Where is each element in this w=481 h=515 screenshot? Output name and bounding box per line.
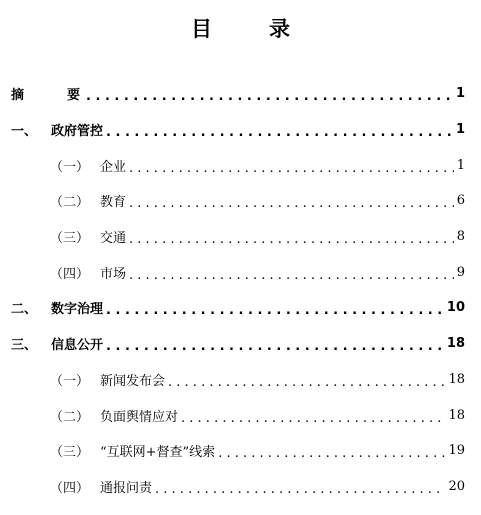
toc-entry-page: 6 — [456, 193, 465, 209]
dot-leader — [129, 269, 454, 282]
toc-entry-section-3-3[interactable] — [0, 433, 481, 469]
toc-entry-section-1-2[interactable] — [0, 183, 481, 219]
dot-leader — [129, 162, 454, 175]
toc-entry-section-3-4[interactable] — [0, 469, 481, 505]
dot-leader — [181, 412, 445, 425]
toc-entry-page: 1 — [455, 86, 465, 102]
toc-entry-section-3[interactable] — [0, 326, 481, 362]
toc-entry-number: （二） — [50, 409, 90, 425]
toc-entry-page: 18 — [446, 336, 465, 352]
toc-entry-page: 1 — [456, 157, 465, 173]
toc-entry-page: 10 — [446, 300, 465, 316]
toc-entry-number: 三、 — [11, 338, 38, 354]
toc-entry-title: 企业 — [100, 159, 127, 175]
dot-leader — [129, 233, 454, 246]
toc-entry-number: （三） — [50, 445, 90, 461]
toc-entry-number: （四） — [50, 480, 90, 496]
toc-entry-number: （一） — [50, 373, 90, 389]
toc-entry-section-3-1[interactable] — [0, 362, 481, 398]
toc-entry-number: （一） — [50, 159, 90, 175]
toc-entry-title: 政府管控 — [51, 124, 104, 140]
toc-entry-number: （四） — [50, 266, 90, 282]
toc-entry-page: 20 — [448, 478, 465, 494]
dot-leader — [106, 304, 444, 317]
toc-entry-number: 一、 — [11, 124, 38, 140]
toc-entry-abstract[interactable] — [0, 76, 481, 112]
toc-entry-title: 新闻发布会 — [100, 373, 166, 389]
dot-leader — [129, 197, 454, 210]
toc-entry-page: 1 — [455, 122, 465, 138]
toc-entry-title: 市场 — [100, 266, 127, 282]
toc-entry-section-3-2[interactable] — [0, 397, 481, 433]
toc-entry-section-2[interactable] — [0, 290, 481, 326]
toc-entry-page: 9 — [456, 264, 465, 280]
toc-list — [0, 76, 481, 504]
toc-entry-title: 教育 — [100, 195, 127, 211]
toc-entry-page: 18 — [448, 371, 465, 387]
toc-entry-section-1[interactable] — [0, 112, 481, 148]
toc-entry-title: 信息公开 — [51, 338, 104, 354]
toc-entry-number: （二） — [50, 195, 90, 211]
dot-leader — [86, 90, 453, 103]
toc-entry-page: 18 — [448, 407, 465, 423]
toc-entry-page: 19 — [448, 443, 465, 459]
dot-leader — [168, 376, 445, 389]
toc-entry-section-1-4[interactable] — [0, 254, 481, 290]
toc-heading: 目 录 — [191, 17, 308, 41]
toc-entry-title: 通报问责 — [100, 480, 153, 496]
toc-entry-section-1-1[interactable] — [0, 147, 481, 183]
toc-entry-title: “互联网+督查”线索 — [100, 445, 216, 461]
toc-entry-title: 负面舆情应对 — [100, 409, 179, 425]
toc-entry-number: 二、 — [11, 302, 38, 318]
dot-leader — [106, 340, 444, 353]
toc-entry-title: 交通 — [100, 231, 127, 247]
dot-leader — [218, 447, 445, 460]
toc-entry-title: 摘 要 — [11, 88, 96, 104]
dot-leader — [106, 126, 453, 139]
toc-entry-title: 数字治理 — [51, 302, 104, 318]
toc-entry-page: 8 — [456, 229, 465, 245]
toc-entry-number: （三） — [50, 231, 90, 247]
dot-leader — [155, 483, 445, 496]
toc-entry-section-1-3[interactable] — [0, 219, 481, 255]
